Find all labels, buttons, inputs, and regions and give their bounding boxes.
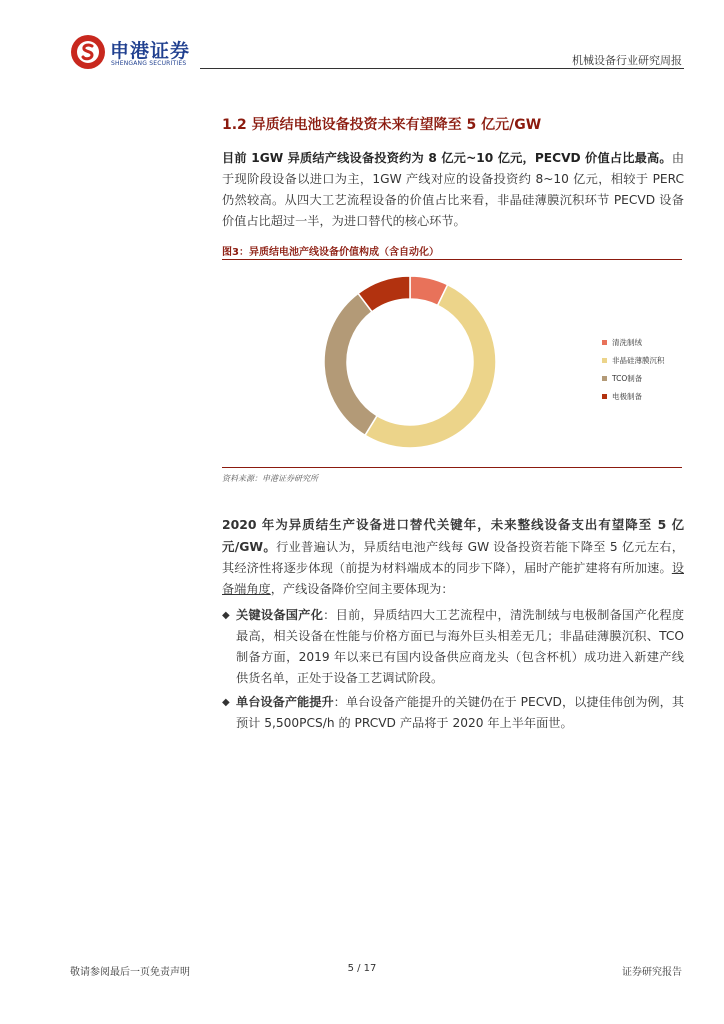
bullet-lead: 关键设备国产化 [236, 608, 324, 622]
underlined-phrase: 设备端角度 [222, 561, 684, 596]
chart-legend [602, 333, 665, 405]
legend-swatch [602, 358, 607, 363]
legend-swatch [602, 340, 607, 345]
bullet-body: ：单台设备产能提升的关键仍在于 PECVD，以捷佳伟创为例，其预计 5,500PCS/h 的 PRCVD 产品将于 2020 年上半年面世。 [236, 695, 685, 730]
header-divider [200, 68, 684, 69]
page-number: 5 / 17 [347, 963, 377, 974]
paragraph-body: 行业普遍认为，异质结电池产线每 GW 设备投资若能下降至 5 亿元左右，其经济性将逐步体现（前提为材料端成本的同步下降），届时产能扩建将有所加速。 [222, 540, 684, 575]
figure-top-rule [222, 259, 682, 260]
paragraph-outlook [222, 514, 684, 600]
legend-item [602, 351, 665, 369]
donut-slice-2 [365, 285, 496, 448]
legend-item [602, 333, 665, 351]
bullet-diamond-icon: ◆ [222, 697, 230, 708]
logo-text-en: SHENGANG SECURITIES [111, 60, 187, 67]
company-logo-icon [70, 34, 106, 70]
legend-label: 电极制备 [612, 391, 642, 401]
report-type-header: 机械设备行业研究周报 [572, 54, 682, 67]
paragraph-body: 由于现阶段设备以进口为主，1GW 产线对应的设备投资约 8~10 亿元，相较于 PERC 仍然较高。从四大工艺流程设备的价值占比来看，非晶硅薄膜沉积环节 PECVD 设备价值占比超过一半，为进口替代的核心环节。 [222, 151, 684, 228]
figure-bottom-rule [222, 467, 682, 468]
bullet-item [222, 692, 684, 734]
legend-label: TCO制备 [612, 373, 643, 383]
donut-slice-3 [324, 293, 377, 435]
legend-swatch [602, 376, 607, 381]
legend-item [602, 387, 665, 405]
figure-caption: 图3：异质结电池产线设备价值构成（含自动化） [222, 247, 439, 258]
figure-source: 资料来源：申港证券研究所 [222, 474, 318, 483]
legend-label: 清洗制绒 [612, 337, 642, 347]
logo-text-cn: 申港证券 [110, 40, 191, 62]
paragraph-investment [222, 148, 684, 232]
section-title: 1.2 异质结电池设备投资未来有望降至 5 亿元/GW [222, 117, 542, 133]
bullet-body: ：目前，异质结四大工艺流程中，清洗制绒与电极制备国产化程度最高，相关设备在性能与价格方面已与海外巨头相差无几；非晶硅薄膜沉积、TCO 制备方面，2019 年以来已有国内设备供应商龙头（包含杯机）成功进入新建产线供货名单，正处于设备工艺调试阶段。 [236, 608, 685, 685]
footer-doc-type: 证券研究报告 [622, 967, 682, 978]
bullet-lead: 单台设备产能提升 [236, 695, 334, 709]
paragraph-lead: 2020 年为异质结生产设备进口替代关键年，未来整线设备支出有望降至 5 亿元/GW。 [222, 517, 684, 554]
paragraph-lead: 目前 1GW 异质结产线设备投资约为 8 亿元~10 亿元，PECVD 价值占比最高。 [222, 151, 672, 165]
bullet-diamond-icon: ◆ [222, 610, 230, 621]
footer-disclaimer: 敬请参阅最后一页免责声明 [70, 967, 190, 978]
bullet-item [222, 605, 684, 689]
legend-label: 非晶硅薄膜沉积 [612, 355, 665, 365]
donut-chart [320, 272, 500, 452]
paragraph-tail: ，产线设备降价空间主要体现为： [270, 582, 454, 596]
legend-item [602, 369, 665, 387]
legend-swatch [602, 394, 607, 399]
